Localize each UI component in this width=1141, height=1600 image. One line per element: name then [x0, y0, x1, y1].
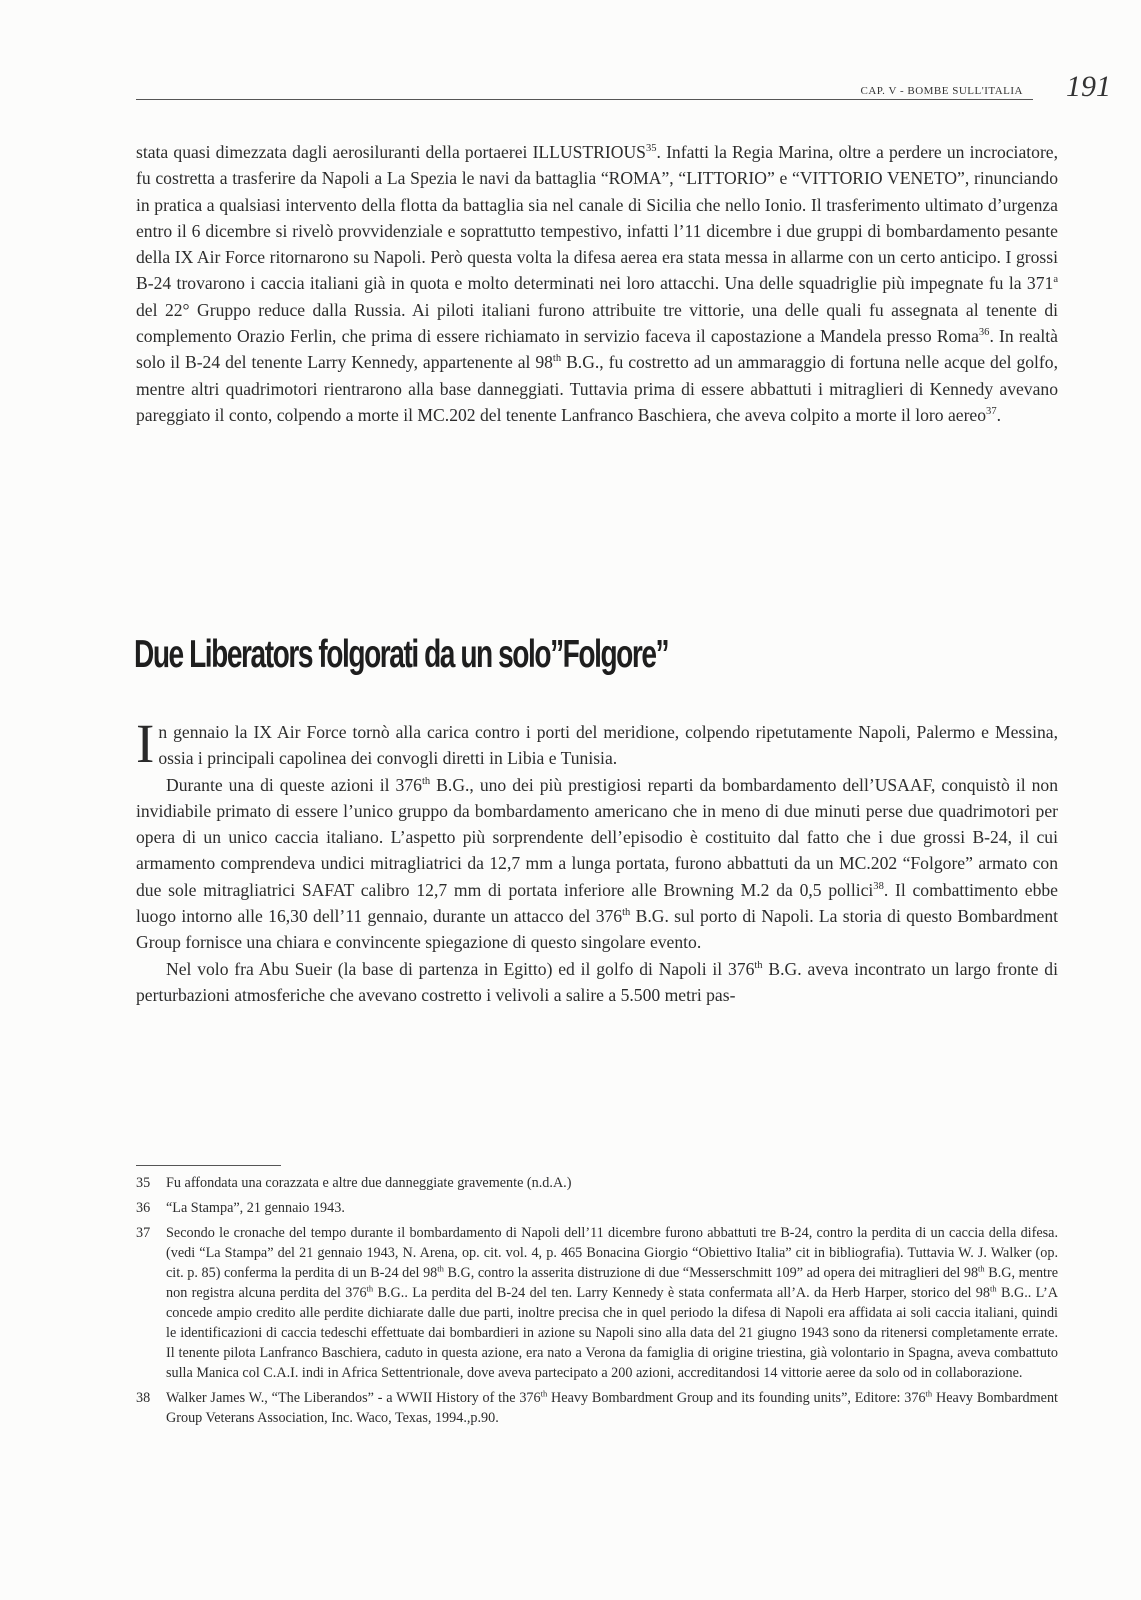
superscript-th: th	[622, 907, 631, 919]
footnote-text: Secondo le cronache del tempo durante il bombardamento di Napoli dell’11 dicembre furono abbattuti tre B-24, contro la perdita di un caccia della difesa.(vedi “La Stampa” del 21 gennaio 1943, N. Arena, op. cit. vol. 4, p. 465 Bonacina Giorgio “Obiettivo Italia” cit in bibliografia). Tuttavia W. J. Walker (op. cit. p. 85) conferma la perdita di un B-24 del 98th B.G, contro la asserita distruzione di due “Messerschmitt 109” ad opera dei mitraglieri del 98th B.G, mentre non registra alcuna perdita del 376th B.G.. La perdita del B-24 del ten. Larry Kennedy è stata confermata all’A. da Herb Harper, storico del 98th B.G.. L’A concede ampio credito alle perdite dichiarate dalle due parti, inoltre precisa che in quel periodo la difesa di Napoli era affidata ai soli caccia italiani, quindi le identificazioni di caccia tedeschi effettuate dai bombardieri in azione su Napoli sino alla data del 21 giugno 1943 sono da ritenersi completamente errate. Il tenente pilota Lanfranco Baschiera, caduto in questa azione, era nato a Verona da famiglia di origine triestina, già volontario in Spagna, aveva combattuto sulla Manica col C.A.I. indi in Africa Settentrionale, dove aveva partecipato a 200 azioni, accreditandosi 14 vittorie aeree da solo od in collaborazione.	[166, 1225, 1058, 1381]
paragraph: stata quasi dimezzata dagli aerosiluranti della portaerei ILLUSTRIOUS$^{35}$. Infatti la Regia Marina, oltre a perdere un incrociatore, fu costretta a trasferire da Napoli a La Spezia le navi da battaglia “ROMA”, “LITTORIO” e “VITTORIO VENETO”, rinunciando in pratica a qualsiasi intervento della flotta da battaglia sia nel canale di Sicilia che nello Ionio. Il trasferimento ultimato d’urgenza entro il 6 dicembre si rivelò provvidenziale e soprattutto tempestivo, infatti l’11 dicembre i due gruppi di bombardamento pesante della IX Air Force ritornarono su Napoli. Però questa volta la difesa aerea era stata messa in allarme con un certo anticipo. I grossi B-24 trovarono i caccia italiani già in quota e molto determinati nei loro attacchi. Una delle squadriglie più impegnate fu la 371$^a$ del 22° Gruppo reduce dalla Russia. Ai piloti italiani furono attribuite tre vittorie, una delle quali fu assegnata al tenente di complemento Orazio Ferlin, che prima di essere richiamato in servizio faceva il capostazione a Mandela presso Roma$^{36}$. In realtà solo il B-24 del tenente Larry Kennedy, appartenente al 98th B.G., fu costretto ad un ammaraggio di fortuna nelle acque del golfo, mentre altri quadrimotori rientrarono alla base danneggiati. Tuttavia prima di essere abbattuti i mitraglieri di Kennedy avevano pareggiato il conto, colpendo a morte il MC.202 del tenente Lanfranco Baschiera, che aveva colpito a morte il loro aereo$^{37}$.	[136, 142, 1059, 425]
footnote-ref-35: 35	[645, 143, 657, 155]
superscript-a: a	[1053, 274, 1058, 286]
footnote-ref-38: 38	[873, 880, 884, 892]
superscript-th: th	[552, 353, 562, 365]
drop-cap: I	[136, 713, 155, 774]
superscript-th: th	[754, 959, 763, 971]
footnote-38	[136, 1388, 1058, 1428]
section-body	[136, 713, 1058, 1008]
superscript-th: th	[421, 775, 431, 787]
footnote-ref-36: 36	[978, 327, 990, 339]
paragraph: Nel volo fra Abu Sueir (la base di partenza in Egitto) ed il golfo di Napoli il 376th B.G. aveva incontrato un largo fronte di perturbazioni atmosferiche che avevano costretto i velivoli a salire a 5.500 metri pas-	[136, 958, 1058, 1005]
section-title: Due Liberators folgorati da un solo”Folgore”	[134, 633, 669, 676]
paragraph-continuation	[136, 139, 1058, 428]
footnote-number: 36	[136, 1200, 151, 1216]
footnote-text: Fu affondata una corazzata e altre due danneggiate gravemente (n.d.A.)	[166, 1175, 572, 1191]
footnote-text: “La Stampa”, 21 gennaio 1943.	[166, 1200, 345, 1216]
page-header	[136, 70, 1111, 102]
paragraph: Durante una di queste azioni il 376th B.G., uno dei più prestigiosi reparti da bombardamento dell’USAAF, conquistò il non invidiabile primato di essere l’unico gruppo da bombardamento americano che in meno di due minuti perse due quadrimotori per opera di un unico caccia italiano. L’aspetto più sorprendente dell’episodio è costituito dal fatto che i due grossi B-24, il cui armamento comprendeva undici mitragliatrici da 12,7 mm a lunga portata, furono abbattuti da un MC.202 “Folgore” armato con due sole mitragliatrici SAFAT calibro 12,7 mm di portata inferiore alle Browning M.2 da 0,5 pollici$^{38}$. Il combattimento ebbe luogo intorno alle 16,30 dell’11 gennaio, durante un attacco del 376th B.G. sul porto di Napoli. La storia di questo Bombardment Group fornisce una chiara e convincente spiegazione di questo singolare evento.	[136, 774, 1058, 953]
footnote-text: Walker James W., “The Liberandos” - a WWII History of the 376th Heavy Bombardment Group and its founding units”, Editore: 376th Heavy Bombardment Group Veterans Association, Inc. Waco, Texas, 1994.,p.90.	[166, 1388, 1058, 1426]
page-number: 191	[1066, 70, 1111, 103]
footnote-ref-37: 37	[986, 406, 997, 418]
running-title: CAP. V - BOMBE SULL'ITALIA	[860, 85, 1023, 97]
paragraph: In gennaio la IX Air Force tornò alla carica contro i porti del meridione, colpendo ripetutamente Napoli, Palermo e Messina, ossia i principali capolinea dei convogli diretti in Libia e Tunisia.	[136, 713, 1058, 774]
footnote-number: 35	[136, 1175, 151, 1191]
footnotes	[136, 1173, 1058, 1433]
header-rule	[136, 99, 1033, 100]
footnote-separator	[136, 1165, 281, 1166]
footnote-37	[136, 1223, 1058, 1383]
footnote-number: 37	[136, 1225, 151, 1241]
footnote-number: 38	[136, 1390, 151, 1406]
footnote-36	[136, 1198, 1058, 1218]
footnote-35	[136, 1173, 1058, 1193]
